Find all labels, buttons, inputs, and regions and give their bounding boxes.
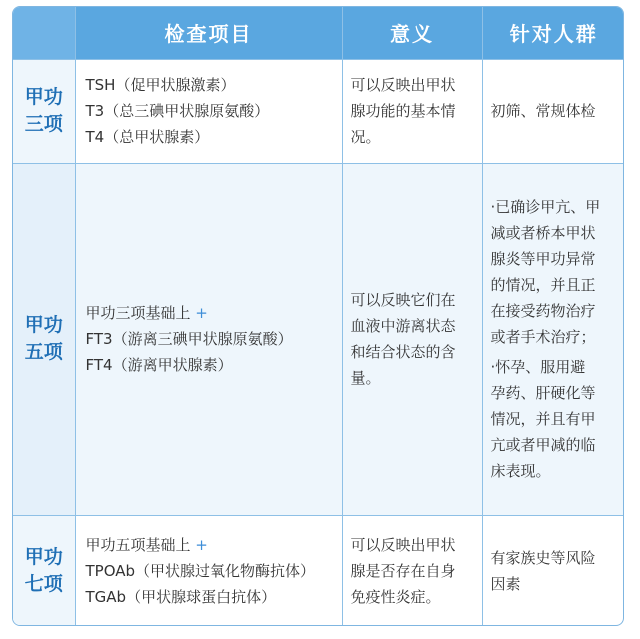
header-item: 检查项目 xyxy=(75,7,342,59)
item-cell xyxy=(75,59,342,163)
plus-sign: + xyxy=(195,536,208,555)
thyroid-test-table-card xyxy=(12,6,624,626)
item-line: FT3（游离三碘甲状腺原氨酸） xyxy=(85,330,293,348)
item-line: T3（总三碘甲状腺原氨酸） xyxy=(85,102,270,120)
item-line: 甲功五项基础上 + xyxy=(85,536,208,555)
item-line: FT4（游离甲状腺素） xyxy=(85,356,233,374)
meaning-cell: 可以反映出甲状 腺功能的基本情 况。 xyxy=(342,59,482,163)
target-cell xyxy=(482,163,624,515)
row-label: 甲功 七项 xyxy=(13,515,75,626)
item-cell xyxy=(75,515,342,626)
item-cell xyxy=(75,163,342,515)
row-label: 甲功 五项 xyxy=(13,163,75,515)
target-cell: 初筛、常规体检 xyxy=(482,59,624,163)
header-meaning: 意义 xyxy=(342,7,482,59)
meaning-cell: 可以反映它们在 血液中游离状态 和结合状态的含 量。 xyxy=(342,163,482,515)
item-line: T4（总甲状腺素） xyxy=(85,128,210,146)
target-bullet: ·已确诊甲亢、甲 减或者桥本甲状 腺炎等甲功异常 的情况，并且正 在接受药物治疗 或者手术治疗； xyxy=(490,198,601,346)
row-label: 甲功 三项 xyxy=(13,59,75,163)
table-row xyxy=(13,59,624,163)
item-line: TPOAb（甲状腺过氧化物酶抗体） xyxy=(85,562,316,581)
header-corner xyxy=(13,7,75,59)
target-cell: 有家族史等风险 因素 xyxy=(482,515,624,626)
table-row xyxy=(13,163,624,515)
target-bullet: ·怀孕、服用避 孕药、肝硬化等 情况，并且有甲 亢或者甲减的临 床表现。 xyxy=(490,358,596,480)
header-target: 针对人群 xyxy=(482,7,624,59)
item-line: TSH（促甲状腺激素） xyxy=(85,76,236,94)
item-line: 甲功三项基础上 + xyxy=(85,304,208,322)
header-row xyxy=(13,7,624,59)
table-row xyxy=(13,515,624,626)
plus-sign: + xyxy=(195,304,208,322)
meaning-cell: 可以反映出甲状 腺是否存在自身 免疫性炎症。 xyxy=(342,515,482,626)
thyroid-test-table xyxy=(13,7,624,626)
item-line: TGAb（甲状腺球蛋白抗体） xyxy=(85,588,277,607)
